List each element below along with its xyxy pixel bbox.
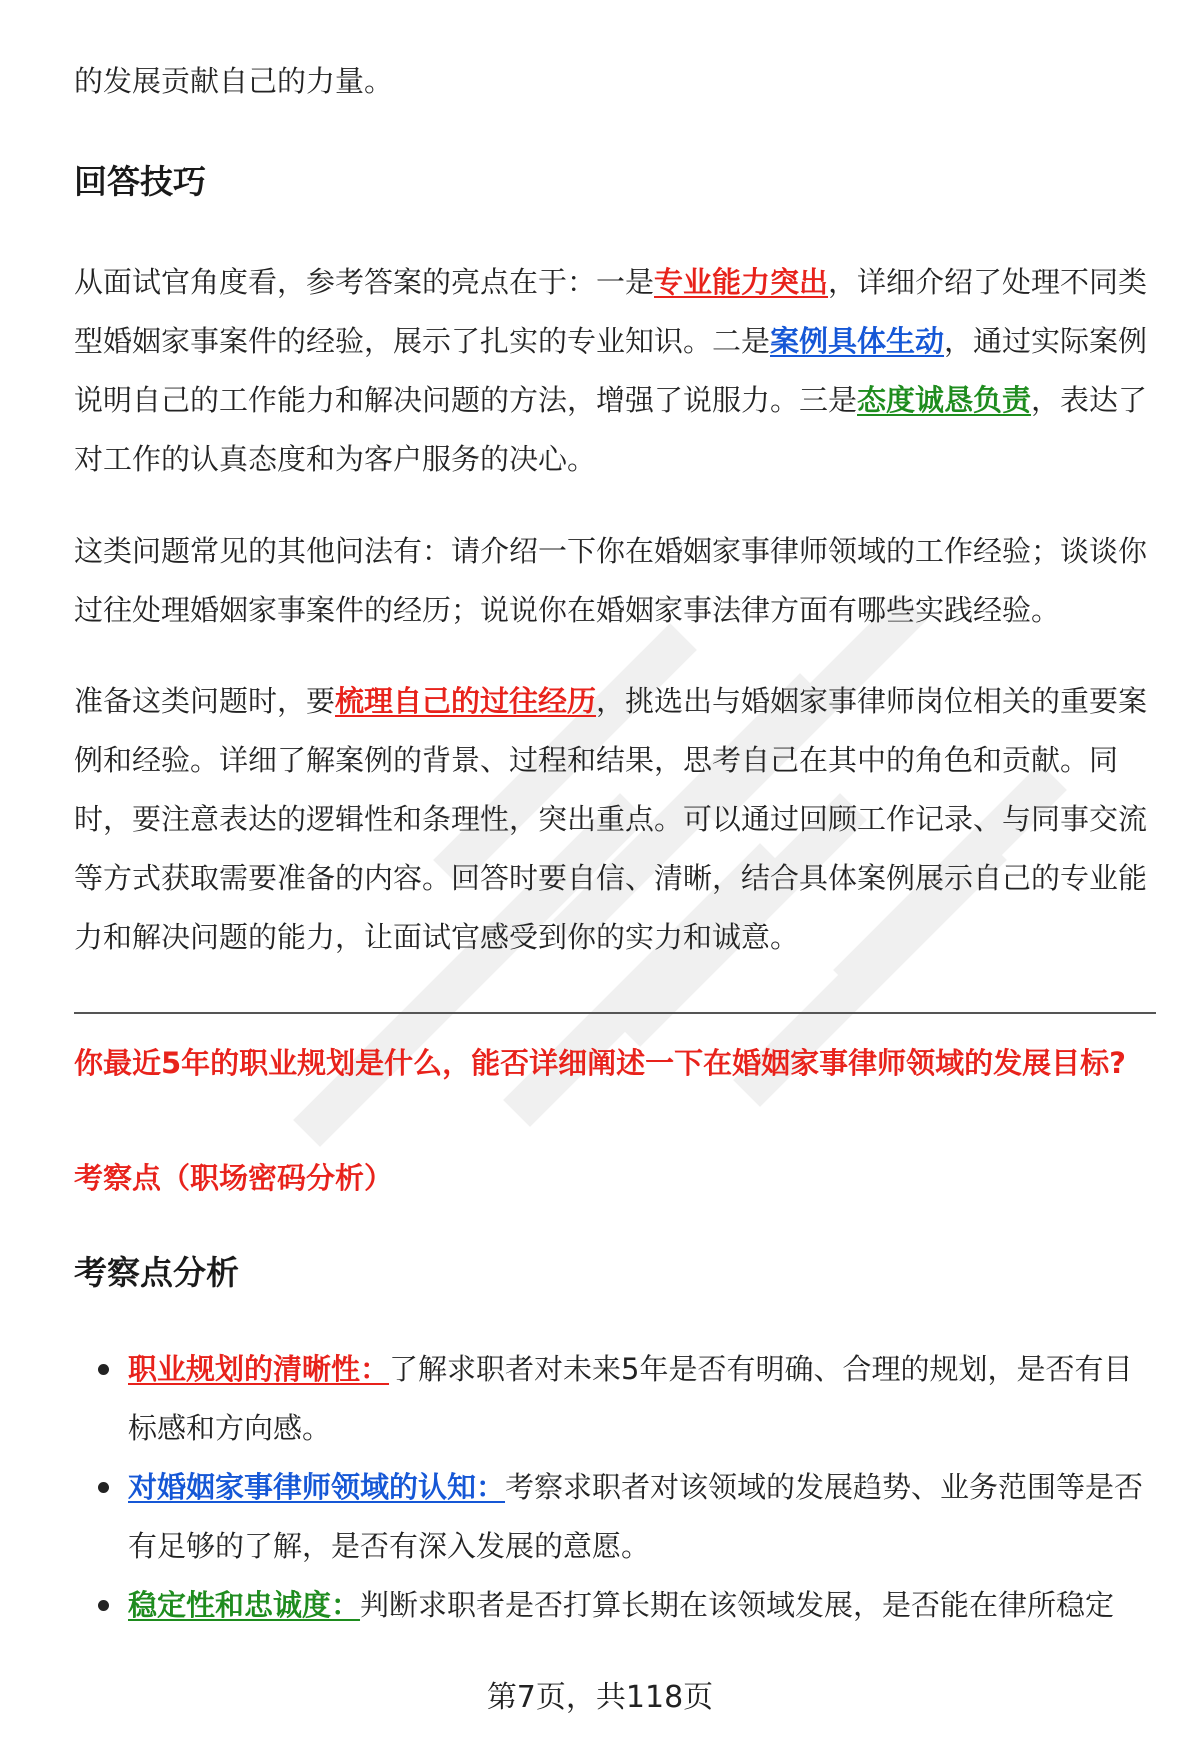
list-item [74, 1340, 1154, 1458]
tips-p1-text-d: ，表达了对工作的认真态度和为客户服务的决心。 [74, 383, 1148, 476]
tips-paragraph-preparation [74, 672, 1154, 967]
highlight-vivid-cases: 案例具体生动 [770, 324, 945, 358]
tips-p1-text-c: ，通过实际案例说明自己的工作能力和解决问题的方法，增强了说服力。三是 [74, 324, 1148, 417]
analysis-item-label: 对婚姻家事律师领域的认知： [128, 1470, 506, 1504]
bullet-icon [98, 1600, 109, 1611]
section-divider [74, 1012, 1156, 1014]
analysis-item-text: 了解求职者对未来5年是否有明确、合理的规划，是否有目标感和方向感。 [128, 1352, 1133, 1445]
intro-tail-text: 的发展贡献自己的力量。 [74, 64, 394, 98]
tips-p3-text-a: 准备这类问题时，要 [74, 684, 336, 718]
bullet-icon [98, 1364, 109, 1375]
analysis-item-label: 稳定性和忠诚度： [128, 1588, 361, 1622]
bullet-icon [98, 1482, 109, 1493]
tips-p1-text-a: 从面试官角度看，参考答案的亮点在于：一是 [74, 265, 655, 299]
interview-question: 你最近5年的职业规划是什么，能否详细阐述一下在婚姻家事律师领域的发展目标? [74, 1046, 1127, 1080]
list-item [74, 1458, 1154, 1576]
highlight-sincere-attitude: 态度诚恳负责 [857, 383, 1032, 417]
list-item [74, 1576, 1154, 1635]
tips-p3-text-b: ，挑选出与婚姻家事律师岗位相关的重要案例和经验。详细了解案例的背景、过程和结果，思考自己在其中的角色和贡献。同时，要注意表达的逻辑性和条理性，突出重点。可以通过回顾工作记录、与同事交流等方式获取需要准备的内容。回答时要自信、清晰，结合具体案例展示自己的专业能力和解决问题的能力，让面试官感受到你的实力和诚意。 [74, 684, 1148, 954]
tips-paragraph-highlights [74, 253, 1154, 489]
page-number-footer: 第7页，共118页 [486, 1680, 714, 1715]
analysis-list [74, 1340, 1154, 1635]
highlight-professional-ability: 专业能力突出 [654, 265, 829, 299]
analysis-item-text: 判断求职者是否打算长期在该领域发展，是否能在律所稳定 [360, 1588, 1115, 1622]
answer-tips-heading: 回答技巧 [74, 162, 206, 201]
highlight-review-experience: 梳理自己的过往经历 [335, 684, 597, 718]
tips-paragraph-other-questions: 这类问题常见的其他问法有：请介绍一下你在婚姻家事律师领域的工作经验；谈谈你过往处理婚姻家事案件的经历；说说你在婚姻家事法律方面有哪些实践经验。 [74, 534, 1148, 627]
analysis-heading: 考察点分析 [74, 1253, 239, 1292]
analysis-item-text: 考察求职者对该领域的发展趋势、业务范围等是否有足够的了解，是否有深入发展的意愿。 [128, 1470, 1144, 1563]
exam-point-label: 考察点（职场密码分析） [74, 1161, 394, 1195]
analysis-item-label: 职业规划的清晰性： [128, 1352, 390, 1386]
tips-p1-text-b: ，详细介绍了处理不同类型婚姻家事案件的经验，展示了扎实的专业知识。二是 [74, 265, 1148, 358]
